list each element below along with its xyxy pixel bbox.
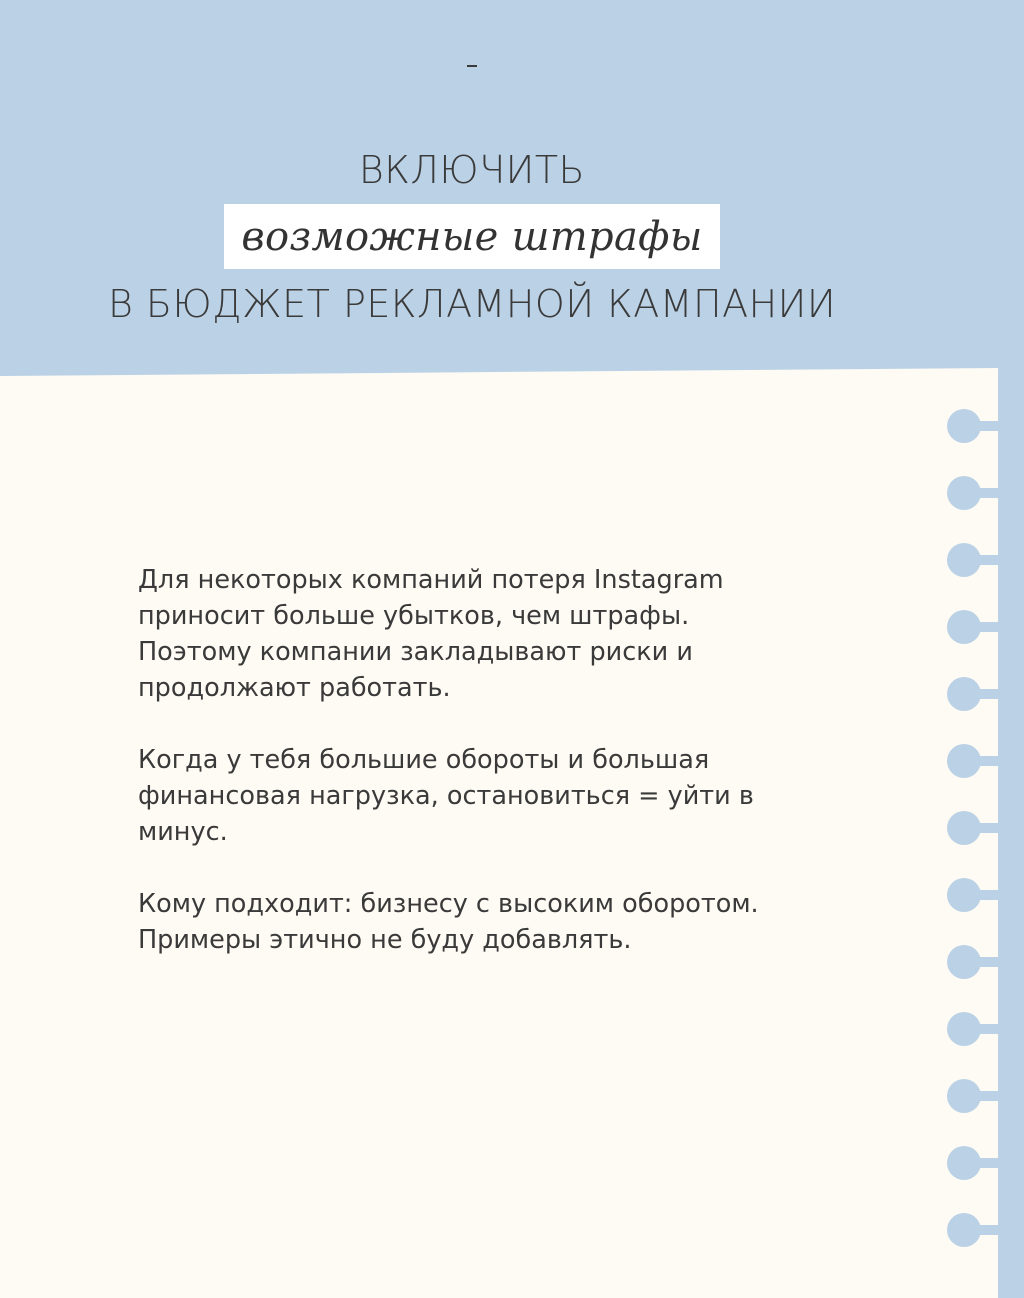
spiral-ring-icon: [944, 1076, 1000, 1116]
paragraph-line: минус.: [138, 817, 228, 847]
spiral-ring-icon: [944, 1009, 1000, 1049]
top-dash-decoration: [467, 65, 477, 67]
paragraph-1: [138, 562, 838, 706]
paragraph-line: финансовая нагрузка, остановиться = уйти в: [138, 781, 754, 811]
paragraph-line: Кому подходит: бизнесу с высоким оборотом.: [138, 889, 759, 919]
paragraph-line: приносит больше убытков, чем штрафы.: [138, 601, 690, 631]
spiral-ring-icon: [944, 1143, 1000, 1183]
spiral-ring-icon: [944, 473, 1000, 513]
paragraph-line: Поэтому компании закладывают риски и: [138, 637, 693, 667]
title-line-3: В БЮДЖЕТ РЕКЛАМНОЙ КАМПАНИИ: [107, 282, 837, 326]
spiral-ring-icon: [944, 942, 1000, 982]
spiral-ring-icon: [944, 741, 1000, 781]
spiral-ring-icon: [944, 674, 1000, 714]
spiral-binding: [944, 406, 1004, 1280]
spiral-ring-icon: [944, 808, 1000, 848]
paragraph-3: [138, 886, 838, 958]
spiral-ring-icon: [944, 1210, 1000, 1250]
paragraph-line: Для некоторых компаний потеря Instagram: [138, 565, 724, 595]
paragraph-2: [138, 742, 838, 850]
paragraph-line: Когда у тебя большие обороты и большая: [138, 745, 710, 775]
spiral-ring-icon: [944, 875, 1000, 915]
title-highlight-text: возможные штрафы: [241, 213, 703, 260]
spiral-ring-icon: [944, 406, 1000, 446]
spiral-ring-icon: [944, 540, 1000, 580]
body-text: [138, 562, 838, 994]
paragraph-line: Примеры этично не буду добавлять.: [138, 925, 632, 955]
title-line-1: ВКЛЮЧИТЬ: [358, 148, 586, 192]
title-highlight-box: [224, 204, 720, 269]
paragraph-line: продолжают работать.: [138, 673, 451, 703]
spiral-ring-icon: [944, 607, 1000, 647]
